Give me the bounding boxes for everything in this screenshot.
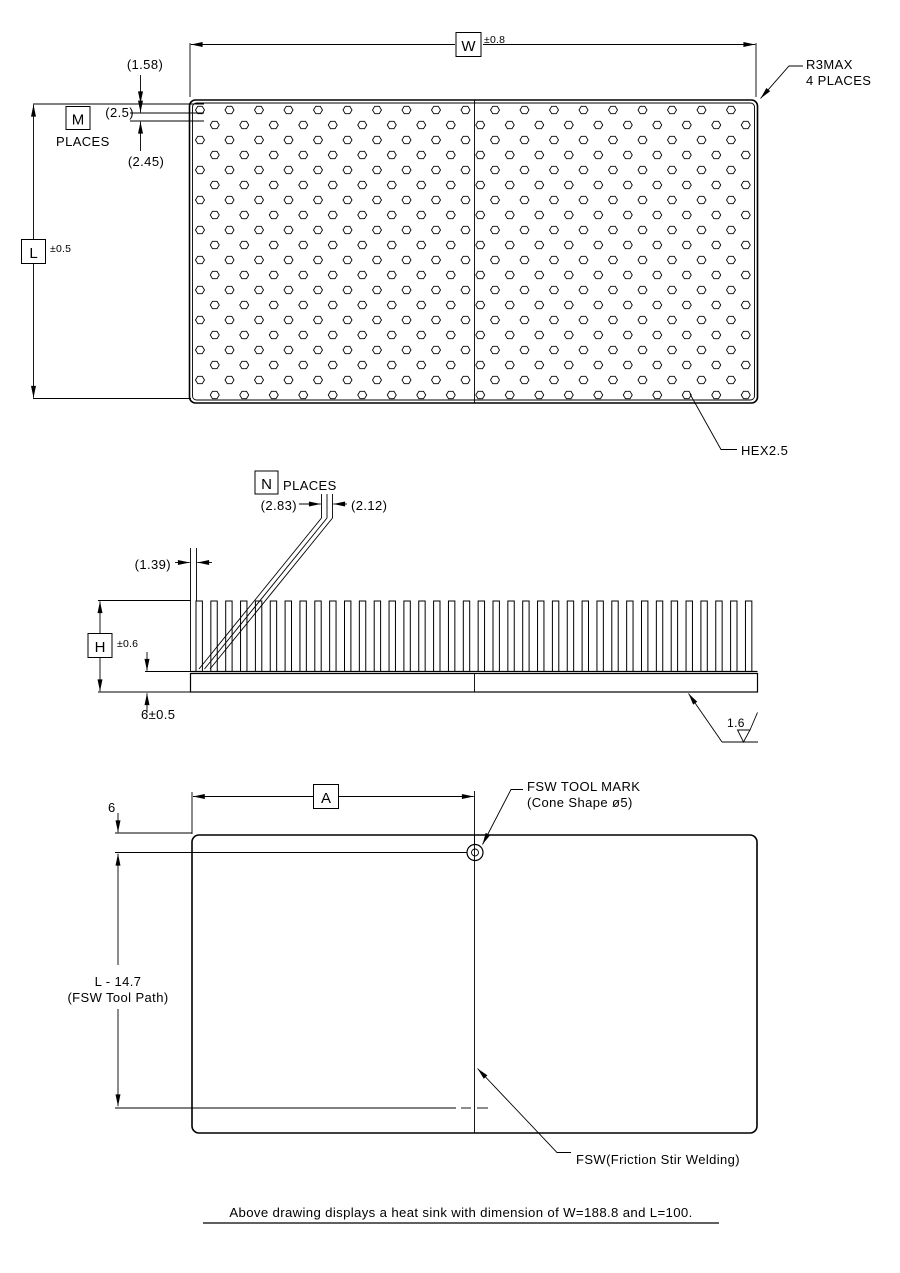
base-thickness-dim: 6±0.5 (141, 707, 176, 722)
fin-count-label: PLACES (283, 478, 337, 493)
surface-roughness-callout (689, 694, 759, 743)
fin-edge-offset-dimension (135, 557, 212, 572)
path-width-symbol: A (320, 790, 332, 807)
caption (203, 1205, 719, 1223)
hex-grid (196, 106, 751, 398)
length-dimension (22, 104, 205, 399)
edge-offset-dim: 6 (108, 800, 116, 815)
weld-note-text: FSW(Friction Stir Welding) (576, 1152, 741, 1167)
corner-radius-note-line1: R3MAX (806, 57, 853, 72)
top-view (22, 33, 872, 459)
height-tolerance: ±0.6 (117, 638, 139, 650)
pin-top-offset-dim: (1.58) (126, 57, 164, 72)
height-dimension (88, 601, 191, 693)
pin-count-label: PLACES (56, 134, 110, 149)
pin-type-note: HEX2.5 (741, 443, 789, 458)
roughness-icon (738, 730, 751, 742)
tool-mark-note-line1: FSW TOOL MARK (527, 779, 641, 794)
pin-pitch-callouts (56, 57, 204, 169)
fin-gap-dim: (2.83) (260, 498, 297, 513)
width-symbol: W (461, 38, 476, 55)
weld-note (478, 1069, 741, 1168)
caption-text: Above drawing displays a heat sink with dimension of W=188.8 and L=100. (229, 1205, 693, 1220)
fsw-tool-mark-center (472, 849, 479, 856)
length-symbol: L (29, 245, 38, 262)
plate-outline (190, 100, 758, 403)
tool-path-dim-line2: (FSW Tool Path) (67, 990, 169, 1005)
fin-array (196, 601, 752, 672)
bottom-view (67, 779, 757, 1167)
side-view (88, 471, 758, 742)
pin-count-symbol: M (71, 111, 85, 129)
corner-radius-note-line2: 4 PLACES (806, 73, 872, 88)
length-tolerance: ±0.5 (50, 243, 72, 255)
pin-size-dim: (2.5) (105, 105, 134, 120)
fin-count-symbol: N (261, 476, 272, 493)
corner-radius-note (761, 57, 872, 99)
base-plate (191, 674, 758, 693)
tool-path-dim-line1: L - 14.7 (94, 974, 142, 989)
width-dimension (190, 33, 756, 98)
fin-edge-offset-dim: (1.39) (134, 557, 171, 572)
tool-mark-note-line2: (Cone Shape ø5) (527, 795, 633, 810)
plate-inner-edge (193, 103, 755, 400)
width-tolerance: ±0.8 (484, 34, 506, 46)
pin-row-gap-dim: (2.45) (127, 154, 165, 169)
fin-width-dim: (2.12) (351, 498, 388, 513)
fsw-tool-mark (467, 845, 483, 861)
edge-offset-dimension (108, 800, 118, 832)
surface-roughness-value: 1.6 (727, 716, 745, 730)
base-thickness-dimension (141, 652, 191, 722)
tool-path-dimension (67, 854, 488, 1108)
height-symbol: H (94, 639, 106, 656)
